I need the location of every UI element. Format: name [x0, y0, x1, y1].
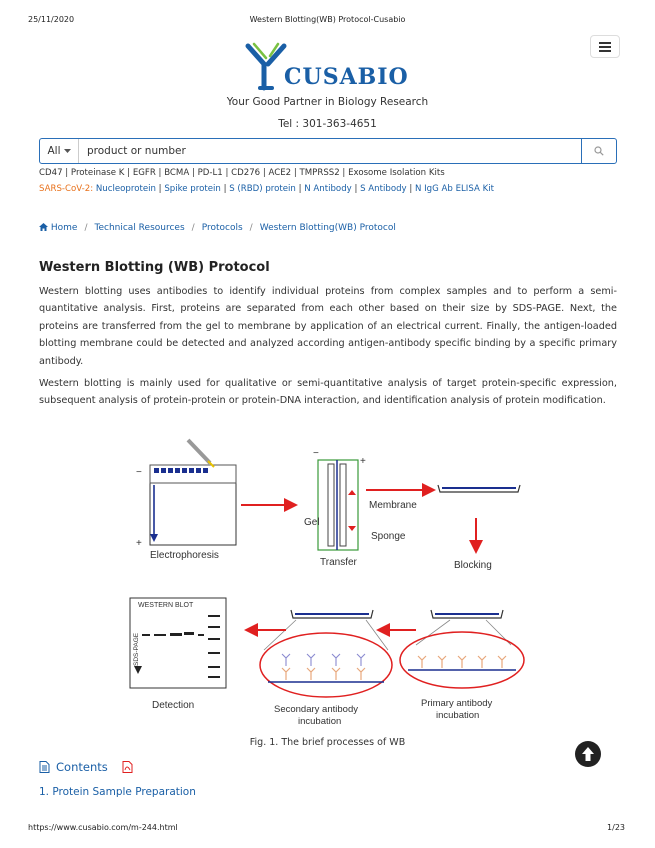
intro-paragraph: Western blotting uses antibodies to identify individual proteins from complex samples and to perform a semi-quantitative analysis. First, proteins are separated from each other based on their size by SDS-PAGE. Next, the proteins are transferred from the gel to membrane by application of an electrical current. Finally, the antigen-loaded blotting membrane could be detected and analyzed according antigen-antibody specific binding by a specific primary antibody.: [39, 286, 617, 367]
transfer-diagram: [304, 448, 417, 568]
hot-links: [39, 168, 445, 178]
brand-name: CUSABIO: [284, 64, 409, 90]
sars-link[interactable]: N IgG Ab ELISA Kit: [414, 184, 494, 194]
separator: |: [295, 184, 305, 194]
breadcrumb-technical-resources[interactable]: Technical Resources: [94, 223, 185, 233]
home-icon: [39, 223, 48, 231]
telephone[interactable]: Tel : 301-363-4651: [278, 118, 377, 130]
separator: |: [260, 168, 269, 178]
separator: |: [155, 184, 165, 194]
usage-paragraph: Western blotting is mainly used for qualitative or semi-quantitative analysis of target protein-specific expression, subsequent analysis of protein-protein or protein-DNA interaction, and identification analysis of protein modification.: [39, 378, 617, 407]
hot-link[interactable]: TMPRSS2: [299, 168, 340, 178]
print-date: 25/11/2020: [28, 15, 75, 24]
transfer-minus: −: [313, 448, 319, 459]
sars-links: [39, 184, 494, 194]
menu-button[interactable]: [590, 35, 620, 58]
separator: |: [189, 168, 198, 178]
hot-link[interactable]: CD47: [39, 168, 63, 178]
breadcrumb-protocols[interactable]: Protocols: [201, 223, 243, 233]
hot-link[interactable]: Proteinase K: [70, 168, 125, 178]
sars-label: SARS-CoV-2:: [39, 184, 94, 194]
secondary-antibody-diagram: [260, 610, 392, 727]
transfer-plus: +: [360, 456, 366, 467]
contents-toggle[interactable]: [39, 760, 133, 774]
hot-link[interactable]: EGFR: [132, 168, 156, 178]
label-primary-2: incubation: [436, 710, 480, 721]
separator: |: [124, 168, 133, 178]
search-category-select[interactable]: [40, 139, 79, 163]
sars-link[interactable]: Spike protein: [164, 184, 221, 194]
separator: |: [222, 168, 232, 178]
search-icon: [594, 146, 604, 156]
hot-link[interactable]: CD276: [231, 168, 261, 178]
label-detection: Detection: [152, 700, 195, 711]
figure-caption: Fig. 1. The brief processes of WB: [249, 737, 406, 748]
cusabio-logo[interactable]: [244, 40, 412, 96]
hot-link[interactable]: BCMA: [164, 168, 190, 178]
print-page-title: Western Blotting(WB) Protocol-Cusabio: [249, 15, 406, 24]
electrophoresis-diagram: [136, 440, 236, 561]
pdf-icon[interactable]: [122, 761, 133, 773]
print-footer-url: https://www.cusabio.com/m-244.html: [28, 823, 178, 832]
label-sponge: Sponge: [371, 531, 406, 542]
hot-link[interactable]: PD-L1: [197, 168, 223, 178]
search-input[interactable]: [79, 139, 581, 163]
breadcrumb-home[interactable]: Home: [50, 223, 78, 233]
search-category-label: All: [47, 145, 61, 157]
hot-link[interactable]: ACE2: [268, 168, 292, 178]
label-blocking: Blocking: [454, 560, 492, 571]
wb-process-figure: [126, 430, 526, 730]
print-footer-page: 1/23: [607, 823, 625, 832]
back-to-top-button[interactable]: [574, 740, 602, 768]
primary-antibody-diagram: [400, 610, 524, 721]
toc-item-protein-sample-preparation[interactable]: 1. Protein Sample Preparation: [39, 786, 196, 798]
label-electrophoresis: Electrophoresis: [150, 550, 219, 561]
electrophoresis-plus: +: [136, 538, 142, 549]
document-icon: [39, 761, 50, 773]
blocking-diagram: [438, 485, 520, 571]
detection-diagram: [130, 598, 226, 711]
label-secondary-1: Secondary antibody: [274, 704, 358, 715]
separator: |: [339, 168, 349, 178]
page-title: Western Blotting (WB) Protocol: [39, 260, 270, 275]
separator: |: [220, 184, 230, 194]
label-secondary-2: incubation: [298, 716, 342, 727]
search-bar: [39, 138, 617, 164]
sars-link[interactable]: N Antibody: [304, 184, 352, 194]
caret-down-icon: [64, 149, 71, 154]
electrophoresis-minus: −: [136, 467, 142, 478]
search-button[interactable]: [581, 139, 616, 163]
breadcrumb: Home / Technical Resources / Protocols / Western Blotting(WB) Protocol: [39, 223, 396, 233]
arrow-up-circle-icon: [574, 740, 602, 768]
separator: |: [406, 184, 415, 194]
hot-link[interactable]: Exosome Isolation Kits: [348, 168, 445, 178]
label-sds-page: SDS-PAGE: [133, 632, 140, 666]
separator: |: [155, 168, 165, 178]
label-membrane: Membrane: [369, 500, 417, 511]
separator: |: [291, 168, 300, 178]
label-gel: Gel: [304, 517, 320, 528]
separator: |: [351, 184, 361, 194]
label-transfer: Transfer: [320, 557, 357, 568]
sars-link[interactable]: S (RBD) protein: [229, 184, 296, 194]
breadcrumb-current[interactable]: Western Blotting(WB) Protocol: [259, 223, 396, 233]
sars-link[interactable]: S Antibody: [360, 184, 407, 194]
hamburger-icon: [599, 42, 611, 52]
tagline: Your Good Partner in Biology Research: [226, 96, 429, 108]
label-primary-1: Primary antibody: [421, 698, 493, 709]
separator: |: [62, 168, 71, 178]
label-western-blot: WESTERN BLOT: [138, 602, 194, 609]
sars-link[interactable]: Nucleoprotein: [95, 184, 156, 194]
contents-label: Contents: [56, 760, 108, 774]
